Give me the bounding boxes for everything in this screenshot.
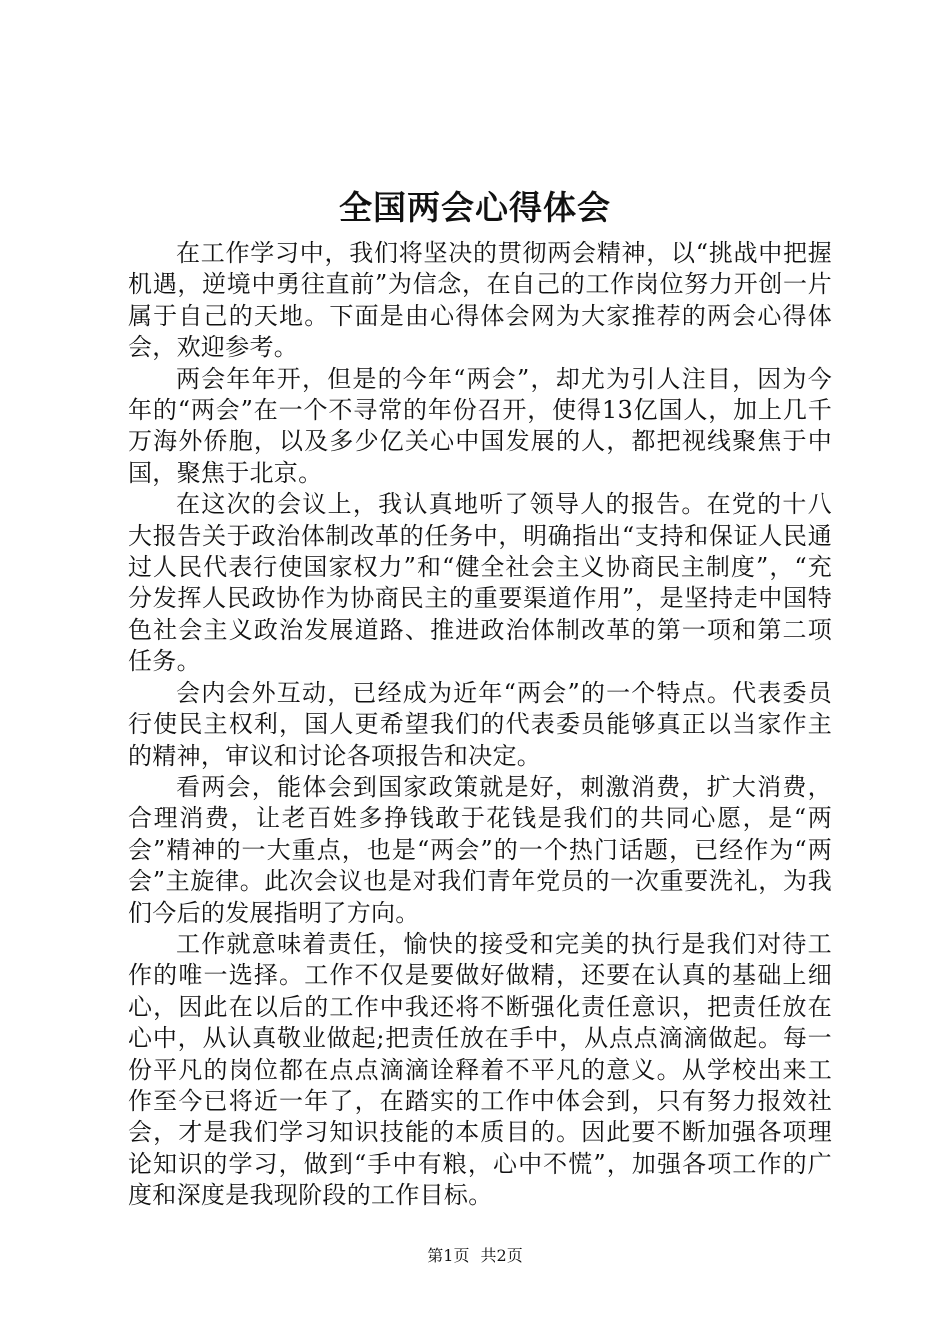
- paragraph-6: 工作就意味着责任，愉快的接受和完美的执行是我们对待工作的唯一选择。工作不仅是要做好做精，还要在认真的基础上细心，因此在以后的工作中我还将不断强化责任意识，把责任放在心中，从认真敬业做起;把责任放在手中，从点点滴滴做起。每一份平凡的岗位都在点点滴滴诠释着不平凡的意义。从学校出来工作至今已将近一年了，在踏实的工作中体会到，只有努力报效社会，才是我们学习知识技能的本质目的。因此要不断加强各项理论知识的学习，做到“手中有粮，心中不慌”，加强各项工作的广度和深度是我现阶段的工作目标。: [128, 929, 832, 1210]
- page-footer: [0, 1244, 950, 1268]
- paragraph-4: 会内会外互动，已经成为近年“两会”的一个特点。代表委员行使民主权利，国人更希望我们的代表委员能够真正以当家作主的精神，审议和讨论各项报告和决定。: [128, 678, 832, 770]
- paragraph-1: 在工作学习中，我们将坚决的贯彻两会精神，以“挑战中把握机遇，逆境中勇往直前”为信念，在自己的工作岗位努力开创一片属于自己的天地。下面是由心得体会网为大家推荐的两会心得体会，欢迎参考。: [128, 239, 832, 362]
- document-title: 全国两会心得体会: [339, 188, 611, 227]
- document-body: [128, 238, 832, 1212]
- paragraph-2: 两会年年开，但是的今年“两会”，却尤为引人注目，因为今年的“两会”在一个不寻常的年份召开，使得13亿国人，加上几千万海外侨胞，以及多少亿关心中国发展的人，都把视线聚焦于中国，聚焦于北京。: [128, 364, 832, 487]
- paragraph-3: 在这次的会议上，我认真地听了领导人的报告。在党的十八大报告关于政治体制改革的任务中，明确指出“支持和保证人民通过人民代表行使国家权力”和“健全社会主义协商民主制度”，“充分发挥人民政协作为协商民主的重要渠道作用”，是坚持走中国特色社会主义政治发展道路、推进政治体制改革的第一项和第二项任务。: [128, 490, 832, 676]
- paragraph-5: 看两会，能体会到国家政策就是好，刺激消费，扩大消费，合理消费，让老百姓多挣钱敢于花钱是我们的共同心愿，是“两会”精神的一大重点，也是“两会”的一个热门话题，已经作为“两会”主旋律。此次会议也是对我们青年党员的一次重要洗礼，为我们今后的发展指明了方向。: [128, 772, 832, 927]
- page-number: 第1页: [427, 1246, 470, 1265]
- page-total: 共2页: [480, 1246, 523, 1265]
